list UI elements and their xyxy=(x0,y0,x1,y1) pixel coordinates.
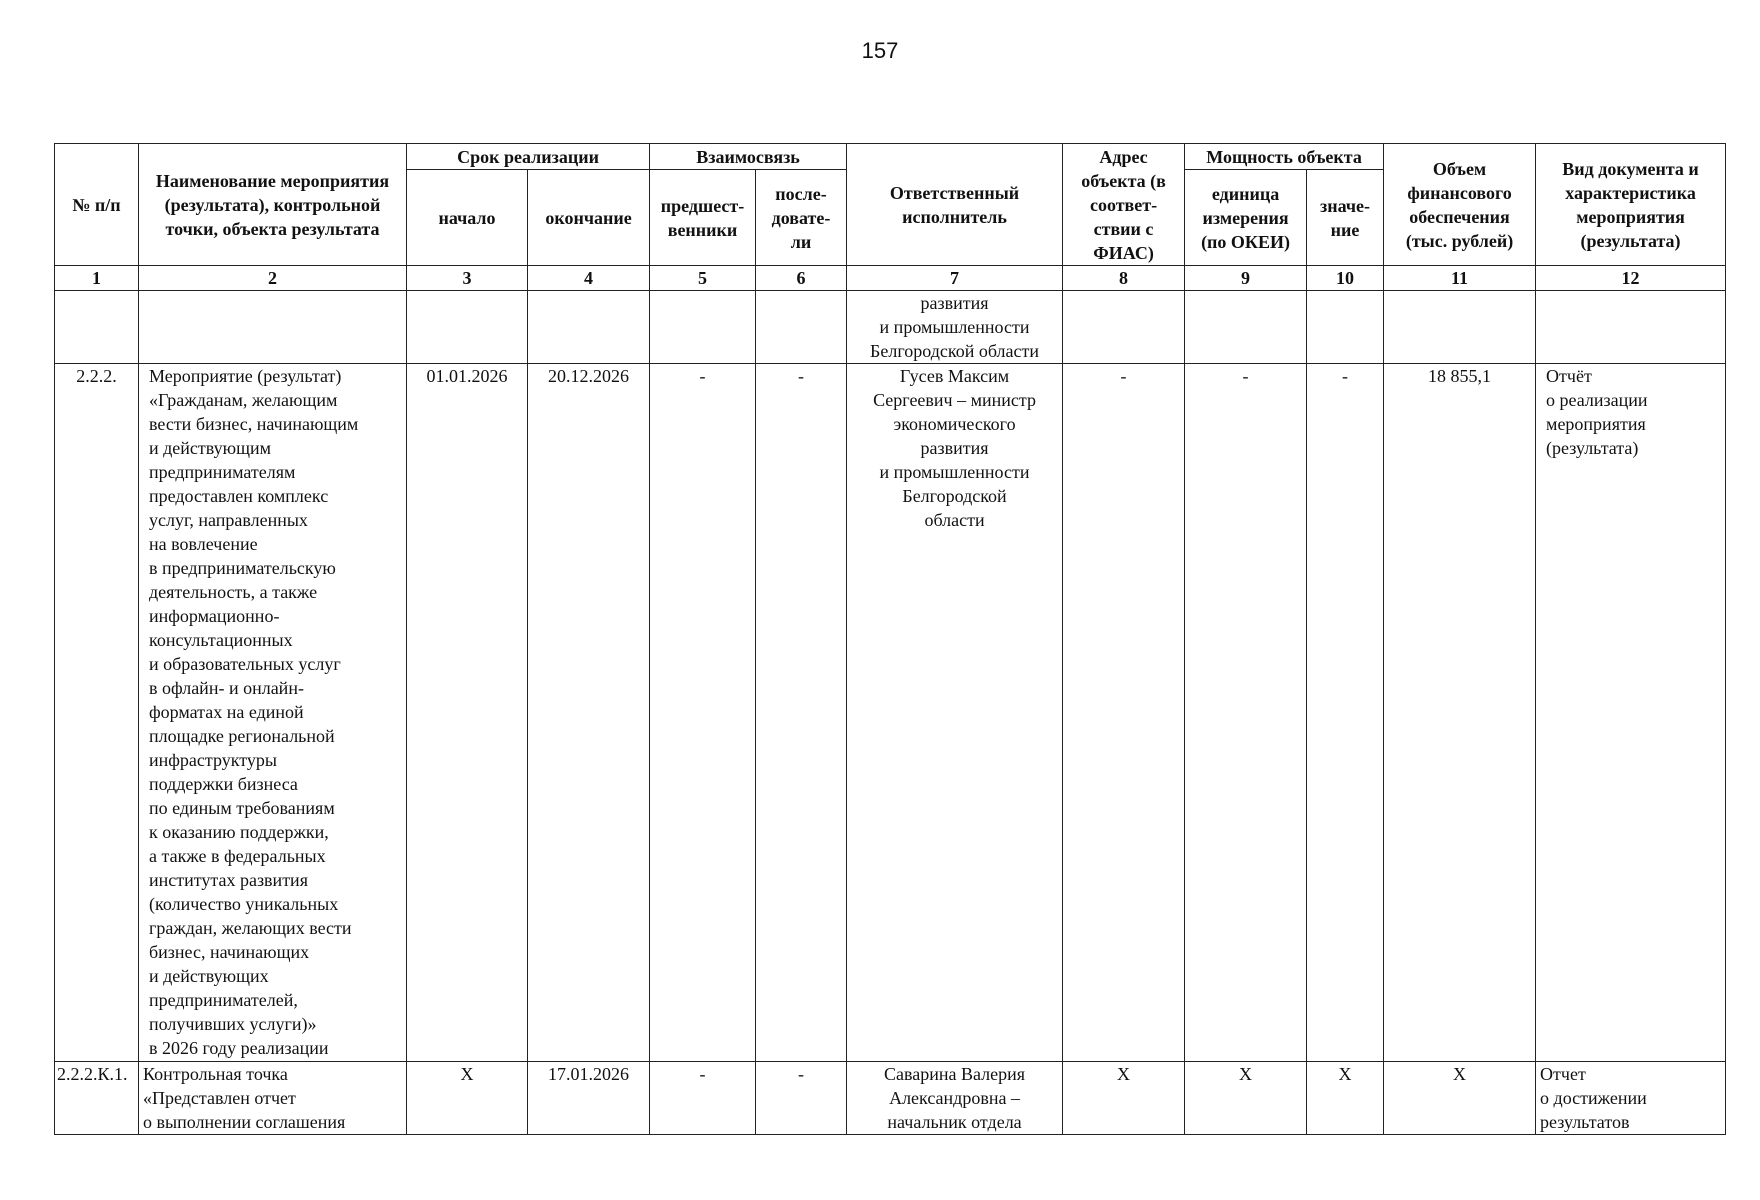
column-number: 3 xyxy=(407,266,528,291)
plan-table xyxy=(54,143,1726,1135)
header-link: Взаимосвязь xyxy=(650,144,847,170)
row-name xyxy=(139,291,407,364)
row-value: - xyxy=(1307,364,1384,1062)
row-succ: - xyxy=(756,364,847,1062)
row-responsible: Гусев Максим Сергеевич – министр экономического развития и промышленности Белгородской области xyxy=(847,364,1063,1062)
row-end: 17.01.2026 xyxy=(528,1062,650,1135)
header-end: окончание xyxy=(528,170,650,266)
table-row xyxy=(55,364,1726,1062)
row-succ: - xyxy=(756,1062,847,1135)
row-responsible: Саварина Валерия Александровна – начальник отдела xyxy=(847,1062,1063,1135)
header-succ: после- довате- ли xyxy=(756,170,847,266)
column-number: 12 xyxy=(1536,266,1726,291)
row-volume: 18 855,1 xyxy=(1384,364,1536,1062)
row-start xyxy=(407,291,528,364)
row-address xyxy=(1063,291,1185,364)
header-num: № п/п xyxy=(55,144,139,266)
row-name: Мероприятие (результат) «Гражданам, желающим вести бизнес, начинающим и действующим предпринимателям предоставлен комплекс услуг, направленных на вовлечение в предпринимательскую деятельность, а также информационно- консультационных и образовательных услуг в офлайн- и онлайн- форматах на единой площадке региональной инфраструктуры поддержки бизнеса по единым требованиям к оказанию поддержки, а также в федеральных институтах развития (количество уникальных граждан, желающих вести бизнес, начинающих и действующих предпринимателей, получивших услуги)» в 2026 году реализации xyxy=(139,364,407,1062)
header-volume: Объем финансового обеспечения (тыс. рублей) xyxy=(1384,144,1536,266)
row-pred: - xyxy=(650,1062,756,1135)
page-number: 157 xyxy=(861,38,899,63)
row-end: 20.12.2026 xyxy=(528,364,650,1062)
column-number: 6 xyxy=(756,266,847,291)
row-succ xyxy=(756,291,847,364)
header-responsible: Ответственный исполнитель xyxy=(847,144,1063,266)
table-row xyxy=(55,1062,1726,1135)
header-capacity: Мощность объекта xyxy=(1185,144,1384,170)
header-pred: предшест- венники xyxy=(650,170,756,266)
header-unit: единица измерения (по ОКЕИ) xyxy=(1185,170,1307,266)
row-num: 2.2.2.К.1. xyxy=(55,1062,139,1135)
column-number: 5 xyxy=(650,266,756,291)
row-end xyxy=(528,291,650,364)
row-num: 2.2.2. xyxy=(55,364,139,1062)
column-number: 4 xyxy=(528,266,650,291)
row-doc: Отчет о достижении результатов xyxy=(1536,1062,1726,1135)
row-pred xyxy=(650,291,756,364)
row-doc xyxy=(1536,291,1726,364)
row-value xyxy=(1307,291,1384,364)
row-unit: - xyxy=(1185,364,1307,1062)
row-unit: X xyxy=(1185,1062,1307,1135)
column-number: 2 xyxy=(139,266,407,291)
header-value: значе- ние xyxy=(1307,170,1384,266)
table-row xyxy=(55,291,1726,364)
row-start: X xyxy=(407,1062,528,1135)
row-unit xyxy=(1185,291,1307,364)
header-name: Наименование мероприятия (результата), контрольной точки, объекта результата xyxy=(139,144,407,266)
row-pred: - xyxy=(650,364,756,1062)
row-doc: Отчёт о реализации мероприятия (результата) xyxy=(1536,364,1726,1062)
row-num xyxy=(55,291,139,364)
row-address: - xyxy=(1063,364,1185,1062)
column-number-row xyxy=(55,266,1726,291)
header-address: Адрес объекта (в соответ-ствии с ФИАС) xyxy=(1063,144,1185,266)
header-doc: Вид документа и характеристика мероприятия (результата) xyxy=(1536,144,1726,266)
column-number: 8 xyxy=(1063,266,1185,291)
row-volume: X xyxy=(1384,1062,1536,1135)
row-value: X xyxy=(1307,1062,1384,1135)
row-responsible: развития и промышленности Белгородской области xyxy=(847,291,1063,364)
row-address: X xyxy=(1063,1062,1185,1135)
column-number: 9 xyxy=(1185,266,1307,291)
row-name: Контрольная точка «Представлен отчет о выполнении соглашения xyxy=(139,1062,407,1135)
column-number: 10 xyxy=(1307,266,1384,291)
column-number: 7 xyxy=(847,266,1063,291)
header-term: Срок реализации xyxy=(407,144,650,170)
row-volume xyxy=(1384,291,1536,364)
column-number: 1 xyxy=(55,266,139,291)
header-start: начало xyxy=(407,170,528,266)
row-start: 01.01.2026 xyxy=(407,364,528,1062)
column-number: 11 xyxy=(1384,266,1536,291)
